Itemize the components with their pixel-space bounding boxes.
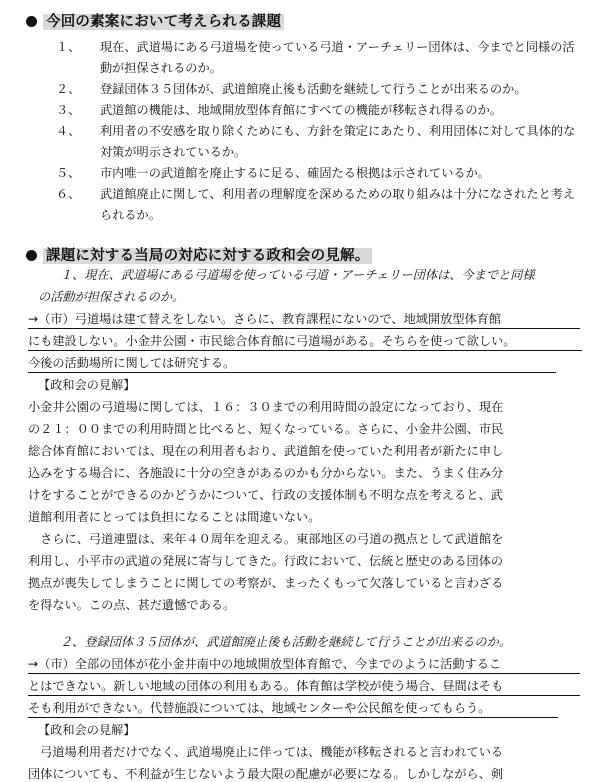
answer-underline	[28, 695, 580, 696]
answer2-line: とはできない。新しい地域の団体の利用もある。体育館は学校が使う場合、昼間はそも	[28, 679, 504, 693]
issue-number: ２、	[56, 82, 81, 96]
issue-number: ３、	[56, 103, 81, 117]
section2-heading	[26, 244, 372, 265]
body-line: けをすることができるのかどうかについて、行政の支援体制も不明な点を考えると、武	[28, 488, 503, 502]
answer-underline	[28, 328, 580, 329]
issue-text: 利用者の不安感を取り除くためにも、方針を策定にあたり、利用団体に対して具体的な対策が明示されているか。	[100, 124, 576, 159]
body-line: さらに、弓道連盟は、来年４０周年を迎える。東部地区の弓道の拠点として武道館を	[28, 532, 504, 546]
body-line: の２１：００までの利用時間と比べると、短くなっている。さらに、小金井公園、市民	[28, 422, 504, 436]
body-line: を得ない。この点、甚だ遺憾である。	[28, 598, 236, 612]
view-label: 【政和会の見解】	[38, 723, 136, 737]
section1-heading	[26, 10, 284, 31]
answer1-line: 今後の活動場所に関しては研究する。	[28, 356, 236, 370]
section1-heading-text: 今回の素案において考えられる課題	[43, 14, 284, 30]
issue-text: 武道館の機能は、地域開放型体育館にすべての機能が移転され得るのか。	[100, 103, 502, 117]
issue-number: ４、	[56, 124, 81, 138]
issue-text: 現在、武道場にある弓道場を使っている弓道・アーチェリー団体は、今までと同様の活動が担保されるのか。	[100, 40, 575, 75]
body-line: 総合体育館においては、現在の利用者もおり、武道館を使っていた利用者が新たに申し	[28, 444, 504, 458]
body-line: 団体についても、不利益が生じないよう最大限の配慮が必要になる。しかしながら、剣	[28, 767, 504, 781]
question1-line: １、現在、武道場にある弓道場を使っている弓道・アーチェリー団体は、今までと同様	[60, 268, 535, 282]
issue-number: ５、	[56, 166, 81, 180]
body-line: 拠点が喪失してしまうことに関しての考察が、まったくもって欠落していると言わざる	[28, 576, 504, 590]
issue-text: 武道館廃止に関して、利用者の理解度を深めるための取り組みは十分になされたと考えられるか。	[100, 187, 576, 222]
answer2-line: そも利用ができない。代替施設については、地域センターや公民館を使ってもらう。	[28, 701, 491, 715]
issue-number: ６、	[56, 187, 81, 201]
answer-underline	[28, 372, 556, 373]
issue-text: 登録団体３５団体が、武道館廃止後も活動を継続して行うことが出来るのか。	[100, 82, 527, 96]
body-line: 込みをする場合に、各施設に十分の空きがあるのかも分からない。また、うまく住み分	[28, 466, 504, 480]
answer1-line: →（市）弓道場は建て替えをしない。さらに、教育課程にないので、地域開放型体育館	[28, 312, 502, 326]
question1-line: の活動が担保されるのか。	[38, 290, 185, 304]
issue-text: 市内唯一の武道館を廃止するに足る、確固たる根拠は示されているか。	[100, 166, 490, 180]
issue-number: １、	[56, 40, 81, 54]
body-line: 道館利用者にとっては負担になることは間違いない。	[28, 510, 321, 524]
answer2-line: →（市）全部の団体が花小金井南中の地域開放型体育館で、今までのように活動するこ	[28, 657, 502, 671]
question2-line: ２、登録団体３５団体が、武道館廃止後も活動を継続して行うことが出来るのか。	[60, 635, 511, 649]
answer-underline	[28, 673, 580, 674]
bullet-icon	[26, 250, 37, 261]
answer1-line: にも建設しない。小金井公園・市民総合体育館に弓道場がある。そちらを使って欲しい。	[28, 334, 516, 348]
body-line: 弓道場利用者だけでなく、武道場廃止に伴っては、機能が移転されると言われている	[28, 745, 504, 759]
view-label: 【政和会の見解】	[38, 378, 136, 392]
body-line: 小金井公園の弓道場に関しては、１６：３０までの利用時間の設定になっており、現在	[28, 400, 504, 414]
answer-underline	[28, 717, 558, 718]
answer-underline	[28, 350, 582, 351]
section2-heading-text: 課題に対する当局の対応に対する政和会の見解。	[43, 248, 372, 264]
bullet-icon	[26, 16, 37, 27]
body-line: 利用し、小平市の武道の発展に寄与してきた。行政において、伝統と歴史のある団体の	[28, 554, 504, 568]
